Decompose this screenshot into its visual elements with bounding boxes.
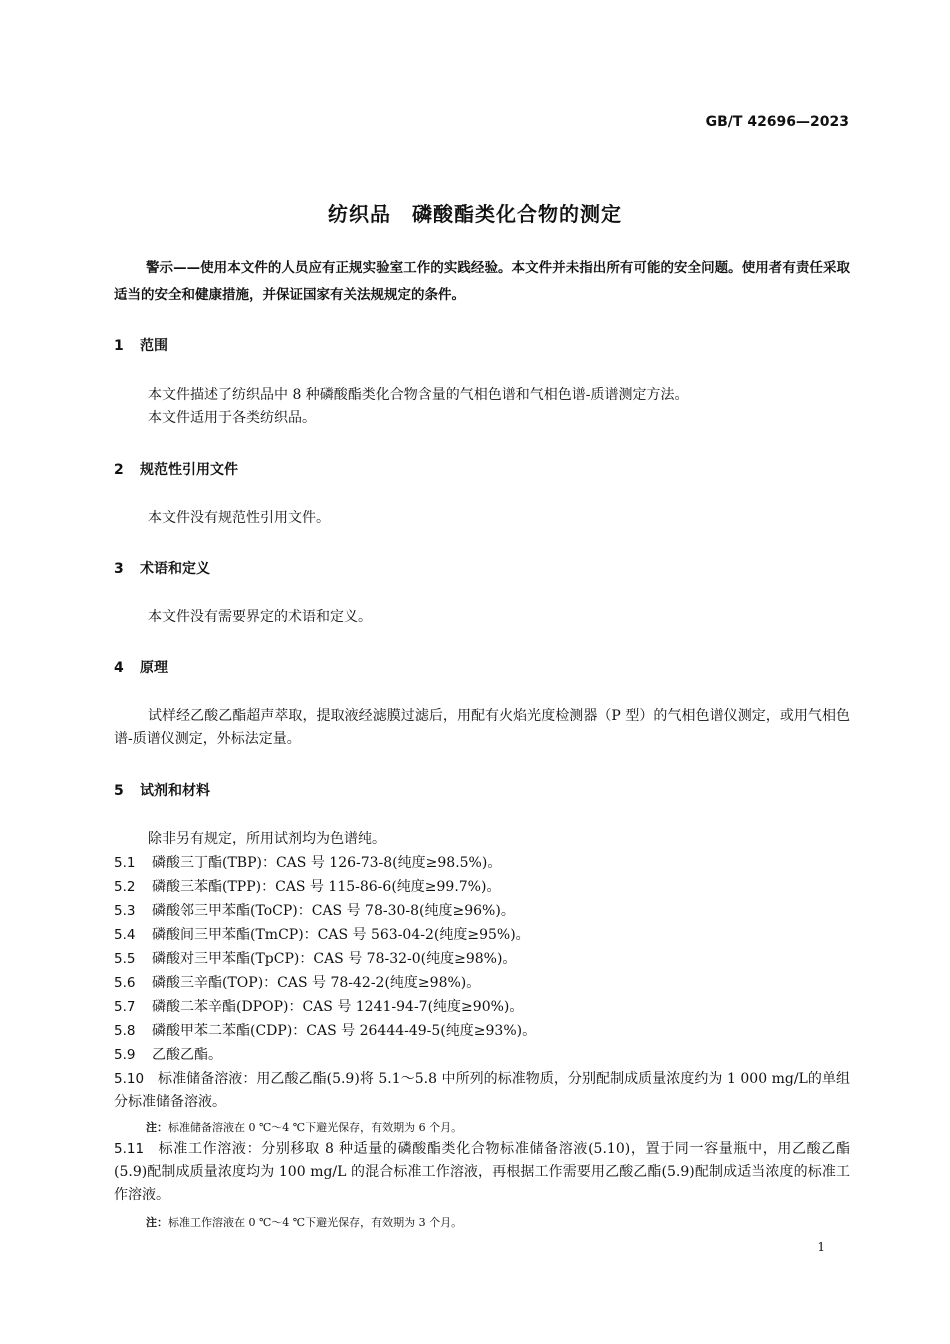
paragraph: 除非另有规定，所用试剂均为色谱纯。 — [148, 831, 386, 847]
reagent-item — [114, 876, 854, 896]
section-heading-reagents — [114, 780, 210, 800]
item-text: 磷酸间三甲苯酯(TmCP)：CAS 号 563-04-2(纯度≥95%)。 — [152, 927, 530, 943]
section-title: 术语和定义 — [140, 561, 210, 577]
section-number: 2 — [114, 462, 124, 478]
item-number: 5.7 — [114, 999, 136, 1015]
section-number: 1 — [114, 338, 124, 354]
note-text: 标准储备溶液在 0 ℃～4 ℃下避光保存，有效期为 6 个月。 — [168, 1121, 463, 1134]
item-number: 5.2 — [114, 879, 136, 895]
section-number: 3 — [114, 561, 124, 577]
section-number: 5 — [114, 783, 124, 799]
item-number: 5.5 — [114, 951, 136, 967]
paragraph: 本文件适用于各类纺织品。 — [148, 410, 316, 426]
reagent-item — [114, 900, 854, 920]
section-heading-scope — [114, 335, 168, 355]
item-number: 5.4 — [114, 927, 136, 943]
section-number: 4 — [114, 660, 124, 676]
note-text: 标准工作溶液在 0 ℃～4 ℃下避光保存，有效期为 3 个月。 — [168, 1216, 463, 1229]
item-text: 乙酸乙酯。 — [152, 1047, 222, 1063]
section-title: 原理 — [140, 660, 168, 676]
section-heading-principle — [114, 657, 168, 677]
item-number: 5.3 — [114, 903, 136, 919]
item-text: 磷酸甲苯二苯酯(CDP)：CAS 号 26444-49-5(纯度≥93%)。 — [152, 1023, 537, 1039]
item-text: 磷酸二苯辛酯(DPOP)：CAS 号 1241-94-7(纯度≥90%)。 — [152, 999, 524, 1015]
item-number: 5.8 — [114, 1023, 136, 1039]
note-label: 注： — [146, 1121, 168, 1134]
section-heading-normative-references — [114, 459, 238, 479]
paragraph: 本文件描述了纺织品中 8 种磷酸酯类化合物含量的气相色谱和气相色谱-质谱测定方法。 — [148, 387, 689, 403]
item-text: 磷酸三辛酯(TOP)：CAS 号 78-42-2(纯度≥98%)。 — [152, 975, 481, 991]
item-number: 5.6 — [114, 975, 136, 991]
item-number: 5.1 — [114, 855, 136, 871]
reagent-item — [114, 996, 854, 1016]
warning-paragraph: 警示——使用本文件的人员应有正规实验室工作的实践经验。本文件并未指出所有可能的安全问题。使用者有责任采取适当的安全和健康措施，并保证国家有关法规规定的条件。 — [114, 260, 850, 303]
paragraph: 本文件没有规范性引用文件。 — [148, 510, 330, 526]
document-title: 纺织品 磷酸酯类化合物的测定 — [328, 202, 622, 226]
paragraph: 试样经乙酸乙酯超声萃取，提取液经滤膜过滤后，用配有火焰光度检测器（P 型）的气相色谱仪测定，或用气相色谱-质谱仪测定，外标法定量。 — [114, 708, 850, 747]
reagent-item — [114, 972, 854, 992]
section-title: 规范性引用文件 — [140, 462, 238, 478]
item-number: 5.10 — [114, 1071, 145, 1087]
item-number: 5.9 — [114, 1047, 136, 1063]
item-text: 磷酸邻三甲苯酯(ToCP)：CAS 号 78-30-8(纯度≥96%)。 — [152, 903, 515, 919]
reagent-item — [114, 1044, 854, 1064]
reagent-item — [114, 852, 854, 872]
section-heading-terms — [114, 558, 210, 578]
paragraph: 本文件没有需要界定的术语和定义。 — [148, 609, 372, 625]
reagent-item — [114, 948, 854, 968]
note — [146, 1119, 462, 1135]
item-text: 标准储备溶液：用乙酸乙酯(5.9)将 5.1～5.8 中所列的标准物质，分别配制成质量浓度约为 1 000 mg/L的单组分标准储备溶液。 — [114, 1071, 850, 1110]
section-title: 试剂和材料 — [140, 783, 210, 799]
note — [146, 1214, 462, 1230]
section-title: 范围 — [140, 338, 168, 354]
item-text: 标准工作溶液：分别移取 8 种适量的磷酸酯类化合物标准储备溶液(5.10)，置于同一容量瓶中，用乙酸乙酯(5.9)配制成质量浓度均为 100 mg/L 的混合标准工作溶液，再根据工作需要用乙酸乙酯(5.9)配制成适当浓度的标准工作溶液。 — [114, 1141, 850, 1203]
item-text: 磷酸三苯酯(TPP)：CAS 号 115-86-6(纯度≥99.7%)。 — [152, 879, 501, 895]
item-number: 5.11 — [114, 1141, 145, 1157]
note-label: 注： — [146, 1216, 168, 1229]
reagent-item — [114, 1068, 850, 1114]
item-text: 磷酸三丁酯(TBP)：CAS 号 126-73-8(纯度≥98.5%)。 — [152, 855, 502, 871]
item-text: 磷酸对三甲苯酯(TpCP)：CAS 号 78-32-0(纯度≥98%)。 — [152, 951, 517, 967]
reagent-item — [114, 924, 854, 944]
reagent-item — [114, 1020, 854, 1040]
reagent-item — [114, 1138, 850, 1207]
page-number: 1 — [817, 1240, 825, 1254]
standard-code: GB/T 42696—2023 — [705, 114, 849, 130]
